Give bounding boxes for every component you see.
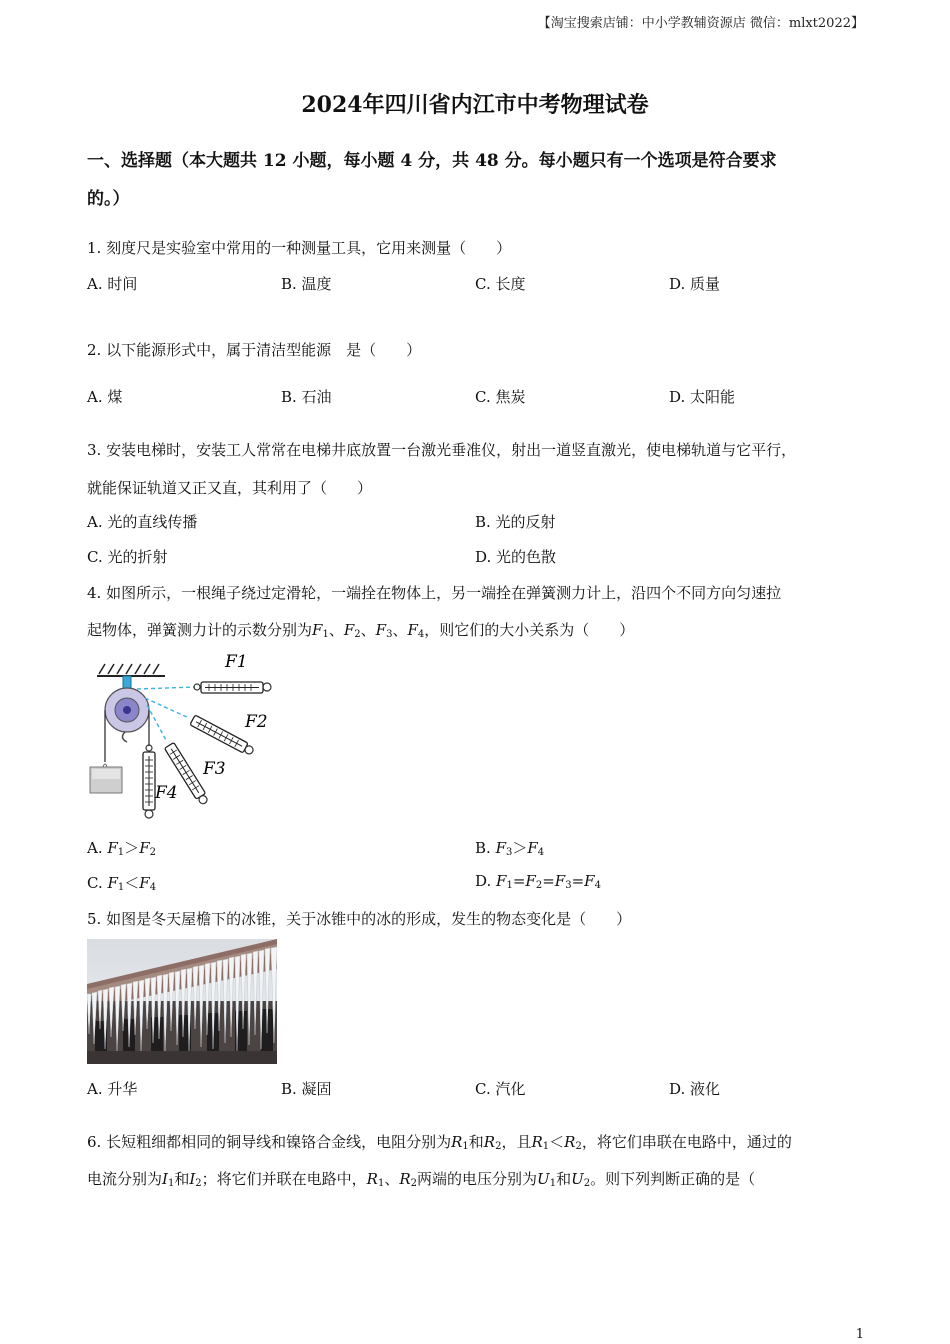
- page-number: 1: [855, 1327, 864, 1342]
- question-4-option-c[interactable]: C. $F_1<F_4$: [87, 874, 157, 893]
- question-2-stem: 2. 以下能源形式中，属于清洁型能源 是（ ）: [87, 341, 422, 359]
- page-title: 2024年四川省内江市中考物理试卷: [301, 92, 649, 118]
- question-4-option-a[interactable]: A. $F_1>F_2$: [87, 839, 156, 858]
- section-heading-line1: 一、选择题（本大题共 12 小题，每小题 4 分，共 48 分。每小题只有一个选项是符合要求: [87, 151, 777, 171]
- question-6-stem-line2: 电流分别为$I_1$和$I_2$；将它们并联在电路中，$R_1$、$R_2$两端的电压分别为$U_1$和$U_2$。则下列判断正确的是（: [87, 1170, 756, 1189]
- question-4-option-d[interactable]: D. $F_1=F_2=F_3=F_4$: [475, 872, 601, 891]
- question-3-stem-line1: 3. 安装电梯时，安装工人常常在电梯井底放置一台激光垂准仪，射出一道竖直激光，使电梯轨道与它平行，: [87, 441, 797, 459]
- question-4-stem-line2: 起物体，弹簧测力计的示数分别为$F_1$、$F_2$、$F_3$、$F_4$，则它们的大小关系为（ ）: [87, 621, 635, 640]
- question-5-stem: 5. 如图是冬天屋檐下的冰锥，关于冰锥中的冰的形成，发生的物态变化是（ ）: [87, 910, 632, 928]
- question-1-option-d[interactable]: D. 质量: [669, 275, 721, 293]
- figure-label-f1: F1: [225, 652, 248, 672]
- question-5-option-a[interactable]: A. 升华: [87, 1080, 138, 1098]
- question-5-option-b[interactable]: B. 凝固: [281, 1080, 332, 1098]
- spring-scale-f4-icon: [143, 745, 155, 818]
- pulley-spring-scale-figure: [85, 650, 275, 822]
- question-2-option-d[interactable]: D. 太阳能: [669, 388, 736, 406]
- question-4-stem-line1: 4. 如图所示，一根绳子绕过定滑轮，一端拴在物体上，另一端拴在弹簧测力计上，沿四个不同方向匀速拉: [87, 584, 782, 602]
- question-5-option-d[interactable]: D. 液化: [669, 1080, 721, 1098]
- question-2-option-b[interactable]: B. 石油: [281, 388, 332, 406]
- header-note: 【淘宝搜索店铺：中小学教辅资源店 微信：mlxt2022】: [537, 16, 864, 31]
- spring-scale-f1-icon: [194, 682, 271, 693]
- question-3-option-d[interactable]: D. 光的色散: [475, 548, 557, 566]
- question-5-option-c[interactable]: C. 汽化: [475, 1080, 526, 1098]
- question-3-option-a[interactable]: A. 光的直线传播: [87, 513, 198, 531]
- question-3-option-c[interactable]: C. 光的折射: [87, 548, 168, 566]
- question-1-option-a[interactable]: A. 时间: [87, 275, 138, 293]
- icicle-photo: [87, 939, 277, 1064]
- section-heading-line2: 的。）: [87, 189, 130, 209]
- question-2-option-a[interactable]: A. 煤: [87, 388, 123, 406]
- question-1-stem: 1. 刻度尺是实验室中常用的一种测量工具，它用来测量（ ）: [87, 239, 512, 257]
- question-3-stem-line2: 就能保证轨道又正又直，其利用了（ ）: [87, 479, 373, 497]
- figure-label-f3: F3: [203, 759, 226, 779]
- figure-label-f4: F4: [155, 783, 178, 803]
- question-4-option-b[interactable]: B. $F_3>F_4$: [475, 839, 545, 858]
- question-3-option-b[interactable]: B. 光的反射: [475, 513, 556, 531]
- question-1-option-c[interactable]: C. 长度: [475, 275, 526, 293]
- figure-label-f2: F2: [245, 712, 268, 732]
- question-6-stem-line1: 6. 长短粗细都相同的铜导线和镍铬合金线，电阻分别为$R_1$和$R_2$，且$R_1<R_2$，将它们串联在电路中，通过的: [87, 1133, 792, 1152]
- question-1-option-b[interactable]: B. 温度: [281, 275, 332, 293]
- question-2-option-c[interactable]: C. 焦炭: [475, 388, 526, 406]
